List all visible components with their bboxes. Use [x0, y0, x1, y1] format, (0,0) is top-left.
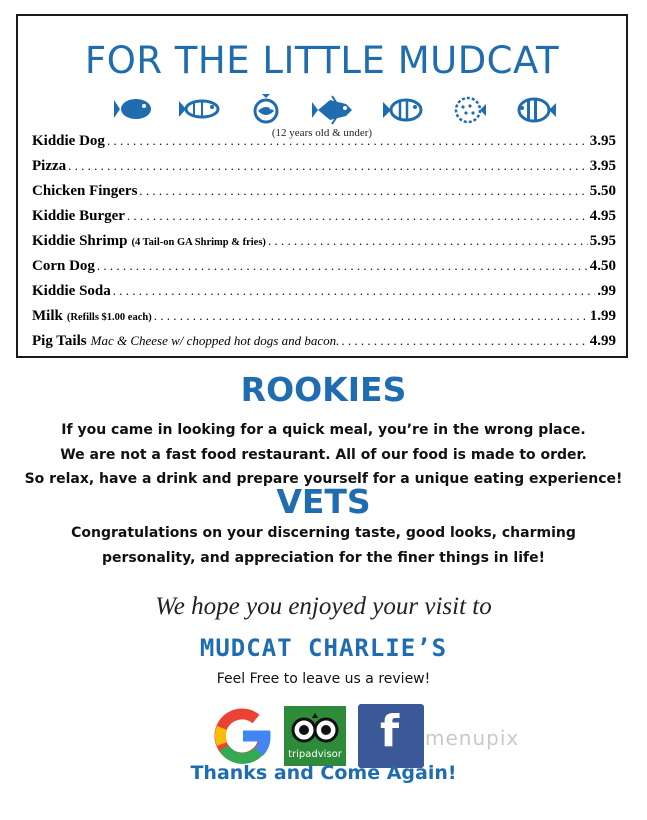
- list-item: [32, 133, 624, 158]
- fish-icon-6: [448, 94, 488, 126]
- item-price: 5.50: [589, 183, 616, 199]
- facebook-logo[interactable]: [358, 704, 424, 768]
- restaurant-name: MUDCAT CHARLIE’S: [199, 634, 448, 662]
- owl-eyes-icon: [284, 710, 346, 750]
- vets-paragraph: [0, 521, 647, 570]
- item-name: Kiddie Burger: [32, 208, 125, 224]
- facebook-icon: f: [380, 706, 400, 757]
- item-note: Mac & Cheese w/ chopped hot dogs and bacon.: [90, 333, 340, 348]
- kids-menu-title: FOR THE LITTLE MUDCAT: [84, 39, 560, 82]
- thanks-message: Thanks and Come Again!: [190, 762, 457, 784]
- google-icon[interactable]: [212, 706, 274, 766]
- item-price: 1.99: [589, 308, 616, 324]
- item-price: 5.95: [589, 233, 616, 249]
- item-price: 3.95: [589, 158, 616, 174]
- item-note: (Refills $1.00 each): [66, 312, 152, 323]
- rookies-line-2: We are not a fast food restaurant. All of our food is made to order.: [60, 446, 587, 463]
- list-item: [32, 333, 624, 358]
- rookies-paragraph: [0, 418, 647, 492]
- review-prompt: Feel Free to leave us a review!: [216, 671, 431, 687]
- item-name: Chicken Fingers: [32, 183, 138, 199]
- list-item: [32, 183, 624, 208]
- item-name: Pizza: [32, 158, 67, 174]
- vets-line-1: Congratulations on your discerning taste, good looks, charming: [71, 525, 576, 541]
- closing-message: We hope you enjoyed your visit to: [155, 593, 492, 620]
- leader-dots: [107, 133, 588, 149]
- fish-icon-1: [114, 94, 156, 124]
- fish-decoration-row: [114, 94, 564, 128]
- leader-dots: [139, 183, 587, 199]
- leader-dots: [341, 333, 587, 349]
- leader-dots: [68, 158, 588, 174]
- rookies-line-3: So relax, have a drink and prepare yourself for a unique eating experience!: [24, 471, 623, 487]
- kids-age-note: (12 years old & under): [271, 127, 373, 139]
- item-note: (4 Tail-on GA Shrimp & fries): [131, 237, 266, 248]
- menupix-watermark: menupix: [425, 726, 520, 750]
- item-price: 4.95: [589, 208, 616, 224]
- fish-icon-4: [312, 94, 356, 126]
- item-price: .99: [597, 283, 616, 299]
- list-item: [32, 283, 624, 308]
- list-item: [32, 233, 624, 258]
- item-price: 3.95: [589, 133, 616, 149]
- item-name: Kiddie Soda: [32, 283, 111, 299]
- list-item: [32, 308, 624, 333]
- item-name: Kiddie Dog: [32, 133, 105, 149]
- item-name: Corn Dog: [32, 258, 95, 274]
- list-item: [32, 158, 624, 183]
- vets-line-2: personality, and appreciation for the finer things in life!: [102, 549, 545, 566]
- kids-menu-items: [32, 133, 624, 358]
- fish-icon-2: [178, 94, 224, 124]
- item-name: Pig Tails: [32, 333, 87, 349]
- rookies-heading: ROOKIES: [240, 370, 407, 409]
- leader-dots: [113, 283, 595, 299]
- item-name: Milk: [32, 308, 63, 324]
- leader-dots: [127, 208, 588, 224]
- fish-icon-7: [512, 94, 556, 126]
- leader-dots: [97, 258, 588, 274]
- vets-heading: VETS: [276, 482, 371, 521]
- item-price: 4.50: [589, 258, 616, 274]
- leader-dots: [268, 233, 588, 249]
- item-price: 4.99: [589, 333, 616, 349]
- leader-dots: [154, 308, 588, 324]
- item-name: Kiddie Shrimp: [32, 233, 128, 249]
- list-item: [32, 258, 624, 283]
- list-item: [32, 208, 624, 233]
- rookies-line-1: If you came in looking for a quick meal, you’re in the wrong place.: [61, 422, 586, 438]
- tripadvisor-logo[interactable]: [284, 706, 346, 766]
- fish-icon-5: [382, 94, 426, 126]
- fish-icon-3: [246, 94, 286, 126]
- tripadvisor-label: tripadvisor: [288, 749, 342, 760]
